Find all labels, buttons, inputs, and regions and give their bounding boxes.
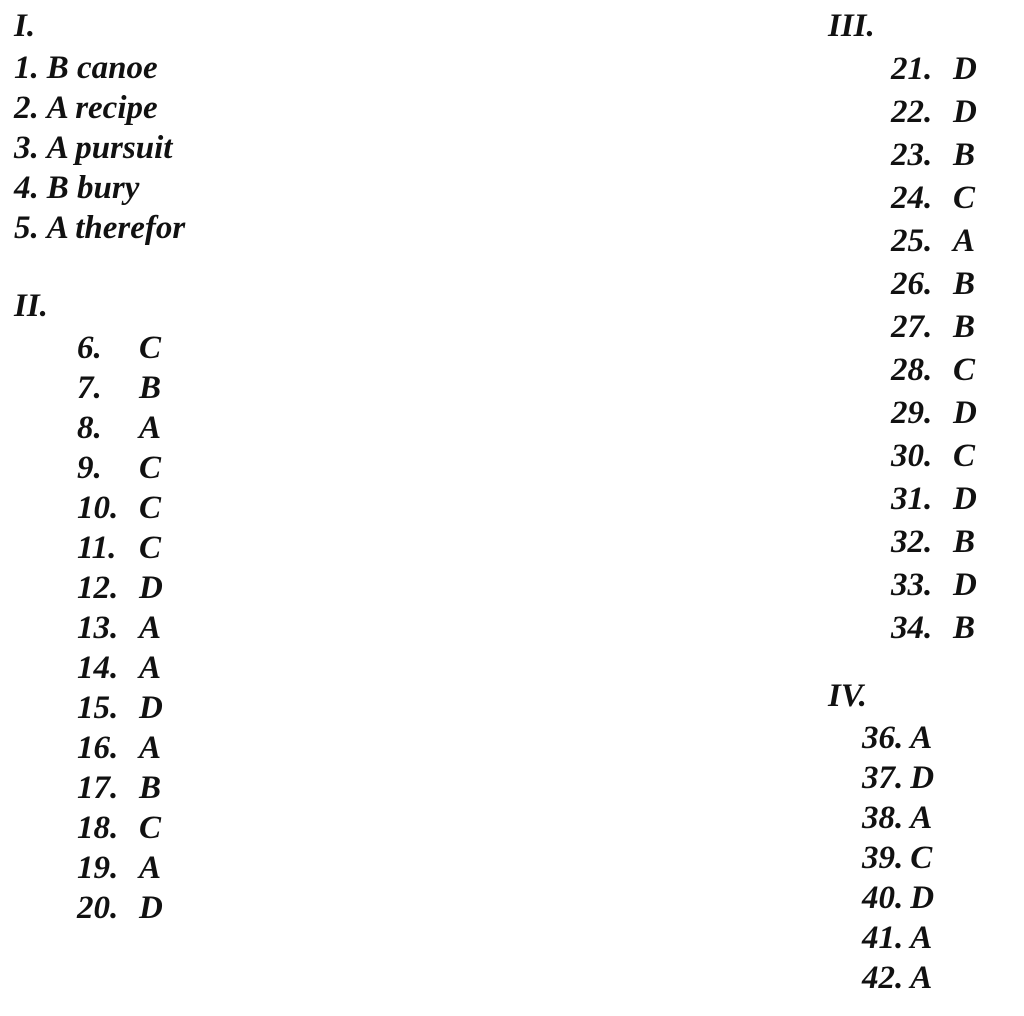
- answer: B: [953, 309, 976, 345]
- answer-row: [891, 53, 977, 86]
- answer-row: [77, 652, 161, 685]
- answer: C: [139, 330, 162, 366]
- answer-row: [891, 182, 975, 215]
- answer: C: [953, 352, 976, 388]
- answer: D: [953, 395, 977, 431]
- answer: B: [139, 770, 162, 806]
- question-number: 17.: [77, 770, 119, 806]
- answer: B: [139, 370, 162, 406]
- section-4-heading: IV.: [828, 678, 867, 714]
- answer-row: [14, 212, 185, 245]
- answer-row: [77, 772, 161, 805]
- answer: A: [139, 650, 162, 686]
- answer-row: [891, 612, 975, 645]
- answer: A: [139, 610, 162, 646]
- question-number: 19.: [77, 850, 119, 886]
- question-number: 41.: [862, 920, 904, 956]
- question-number: 32.: [891, 524, 933, 560]
- answer-row: [891, 569, 977, 602]
- question-number: 36.: [862, 720, 904, 756]
- answer: C: [953, 180, 976, 216]
- answer-row: [891, 139, 975, 172]
- question-number: 8.: [77, 410, 102, 446]
- question-number: 13.: [77, 610, 119, 646]
- question-number: 26.: [891, 266, 933, 302]
- answer: A: [139, 730, 162, 766]
- answer-row: [891, 440, 975, 473]
- answer: A: [910, 920, 933, 956]
- answer: A pursuit: [46, 130, 173, 166]
- question-number: 4.: [14, 170, 39, 206]
- question-number: 31.: [891, 481, 933, 517]
- answer-row: [862, 922, 932, 955]
- question-number: 18.: [77, 810, 119, 846]
- question-number: 2.: [14, 90, 39, 126]
- question-number: 30.: [891, 438, 933, 474]
- answer-row: [862, 762, 934, 795]
- question-number: 14.: [77, 650, 119, 686]
- section-2-heading: II.: [14, 288, 48, 324]
- question-number: 15.: [77, 690, 119, 726]
- question-number: 12.: [77, 570, 119, 606]
- answer: D: [910, 760, 935, 796]
- answer: A recipe: [46, 90, 158, 126]
- answer: A: [139, 410, 162, 446]
- answer-row: [14, 52, 158, 85]
- answer: D: [953, 567, 977, 603]
- answer-row: [77, 692, 163, 725]
- answer-row: [862, 882, 934, 915]
- answer-row: [14, 132, 172, 165]
- question-number: 40.: [862, 880, 904, 916]
- section-1-heading: I.: [14, 8, 36, 44]
- question-number: 11.: [77, 530, 117, 566]
- answer: D: [953, 94, 977, 130]
- answer-row: [77, 492, 161, 525]
- answer: B: [953, 524, 976, 560]
- answer-row: [862, 722, 932, 755]
- question-number: 3.: [14, 130, 39, 166]
- answer-row: [891, 354, 975, 387]
- answer-row: [77, 732, 161, 765]
- answer: D: [910, 880, 935, 916]
- answer: D: [139, 690, 163, 726]
- question-number: 25.: [891, 223, 933, 259]
- question-number: 1.: [14, 50, 39, 86]
- answer-row: [891, 526, 975, 559]
- answer: A: [910, 720, 933, 756]
- answer: D: [139, 890, 163, 926]
- answer-row: [77, 452, 161, 485]
- answer-row: [77, 812, 161, 845]
- answer: C: [953, 438, 976, 474]
- answer-row: [862, 962, 932, 995]
- answer: B: [953, 266, 976, 302]
- question-number: 28.: [891, 352, 933, 388]
- answer: A: [910, 960, 933, 996]
- answer: C: [139, 530, 162, 566]
- answer-row: [77, 852, 161, 885]
- question-number: 21.: [891, 51, 933, 87]
- question-number: 23.: [891, 137, 933, 173]
- answer-row: [891, 268, 975, 301]
- answer-row: [77, 412, 161, 445]
- question-number: 42.: [862, 960, 904, 996]
- question-number: 33.: [891, 567, 933, 603]
- question-number: 16.: [77, 730, 119, 766]
- answer-row: [862, 802, 932, 835]
- question-number: 22.: [891, 94, 933, 130]
- answer: B: [953, 137, 976, 173]
- answer: C: [139, 450, 162, 486]
- answer-row: [891, 96, 977, 129]
- question-number: 6.: [77, 330, 102, 366]
- question-number: 7.: [77, 370, 102, 406]
- answer: B: [953, 610, 976, 646]
- answer-row: [14, 172, 139, 205]
- answer: B bury: [46, 170, 140, 206]
- question-number: 29.: [891, 395, 933, 431]
- question-number: 10.: [77, 490, 119, 526]
- question-number: 38.: [862, 800, 904, 836]
- answer: A: [910, 800, 933, 836]
- question-number: 24.: [891, 180, 933, 216]
- answer: A: [953, 223, 976, 259]
- question-number: 34.: [891, 610, 933, 646]
- answer: A therefor: [46, 210, 186, 246]
- answer: C: [910, 840, 933, 876]
- answer: D: [953, 481, 977, 517]
- answer: D: [953, 51, 977, 87]
- answer-row: [891, 397, 977, 430]
- answer: C: [139, 810, 162, 846]
- question-number: 39.: [862, 840, 904, 876]
- answer-row: [77, 332, 161, 365]
- answer-row: [891, 311, 975, 344]
- answer-row: [77, 572, 163, 605]
- answer-row: [14, 92, 158, 125]
- answer: D: [139, 570, 163, 606]
- question-number: 5.: [14, 210, 39, 246]
- answer-row: [891, 225, 975, 258]
- answer-row: [77, 612, 161, 645]
- question-number: 27.: [891, 309, 933, 345]
- answer-row: [862, 842, 932, 875]
- question-number: 20.: [77, 890, 119, 926]
- question-number: 9.: [77, 450, 102, 486]
- answer: C: [139, 490, 162, 526]
- answer: A: [139, 850, 162, 886]
- section-3-heading: III.: [828, 8, 875, 44]
- answer-row: [77, 372, 161, 405]
- question-number: 37.: [862, 760, 904, 796]
- answer: B canoe: [46, 50, 158, 86]
- answer-row: [77, 532, 161, 565]
- answer-row: [77, 892, 163, 925]
- answer-row: [891, 483, 977, 516]
